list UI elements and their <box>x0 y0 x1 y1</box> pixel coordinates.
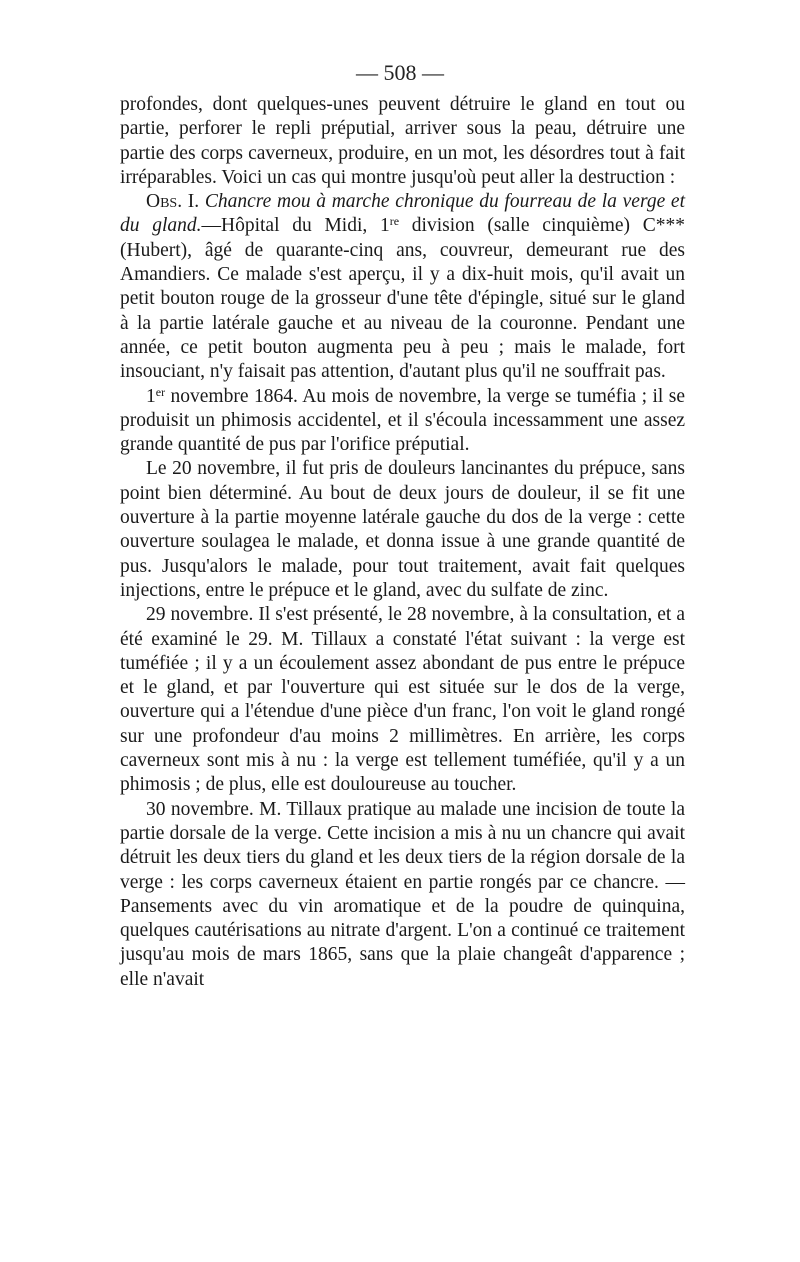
paragraph-november-30: 30 novembre. M. Tillaux pratique au malade une incision de toute la partie dorsale de la verge. Cette incision a mis à nu un chancre qui avait détruit les deux tiers du gland et les deux tiers de la région dorsale de la verge : les corps caverneux étaient en partie rongés par ce chancre. — Pansements avec du vin aromatique et de la poudre de quinquina, quelques cautérisations au nitrate d'argent. L'on a continué ce traitement jusqu'au mois de mars 1865, sans que la plaie changeât d'apparence ; elle n'avait <box>120 798 685 990</box>
observation-text: division (salle cinquième) C*** (Hubert), âgé de quarante-cinq ans, couvreur, demeurant rue des Amandiers. Ce malade s'est aperçu, il y a dix-huit mois, qu'il avait un petit bouton rouge de la grosseur d'une tête d'épingle, situé sur le gland à la partie latérale gauche et au niveau de la couronne. Pendant une année, ce petit bouton augmenta peu à peu ; mais le malade, fort insouciant, n'y faisait pas attention, d'autant plus qu'il ne souffrait pas. <box>120 215 685 383</box>
paragraph-november-1 <box>120 385 685 458</box>
date-day: 1 <box>146 385 156 407</box>
body-text <box>120 93 685 992</box>
observation-title: Chancre mou à marche chronique du fourreau de la verge et du gland. <box>120 191 685 237</box>
paragraph-november-29: 29 novembre. Il s'est présenté, le 28 novembre, à la consultation, et a été examiné le 29. M. Tillaux a constaté l'état suivant : la verge est tuméfiée ; il y a un écoulement assez abondant de pus entre le prépuce et le gland, et par l'ouverture qui est située sur le dos de la verge, ouverture qui a l'étendue d'une pièce d'un franc, l'on voit le gland rongé sur une profondeur d'au moins 2 millimètres. En arrière, les corps caverneux sont mis à nu : la verge est tellement tuméfiée, qu'il y a un phimosis ; de plus, elle est douloureuse au toucher. <box>120 604 685 796</box>
paragraph-observation <box>120 190 685 384</box>
superscript-re: re <box>389 214 400 229</box>
superscript-er: er <box>155 384 166 399</box>
paragraph-november-20: Le 20 novembre, il fut pris de douleurs lancinantes du prépuce, sans point bien déterminé. Au bout de deux jours de douleur, il se fit une ouverture à la partie moyenne latérale gauche du dos de la verge : cette ouverture soulagea le malade, et donna issue à une grande quantité de pus. Jusqu'alors le malade, pour tout traitement, avait fait quelques injections, entre le prépuce et le gland, avec du sulfate de zinc. <box>120 458 685 601</box>
paragraph-continuation: profondes, dont quelques-unes peuvent détruire le gland en tout ou partie, perforer le repli préputial, arriver sous la peau, détruire une partie des corps caverneux, produire, en un mot, les désordres tout à fait irréparables. Voici un cas qui montre jusqu'où peut aller la destruction : <box>120 94 685 188</box>
observation-text-start: —Hôpital du Midi, 1 <box>201 215 390 237</box>
page-number: — 508 — <box>356 60 444 85</box>
observation-label: Obs. I. <box>146 191 200 213</box>
paragraph-november-1-text: novembre 1864. Au mois de novembre, la verge se tuméfia ; il se produisit un phimosis accidentel, et il s'écoula incessamment une assez grande quantité de pus par l'orifice préputial. <box>120 385 685 456</box>
